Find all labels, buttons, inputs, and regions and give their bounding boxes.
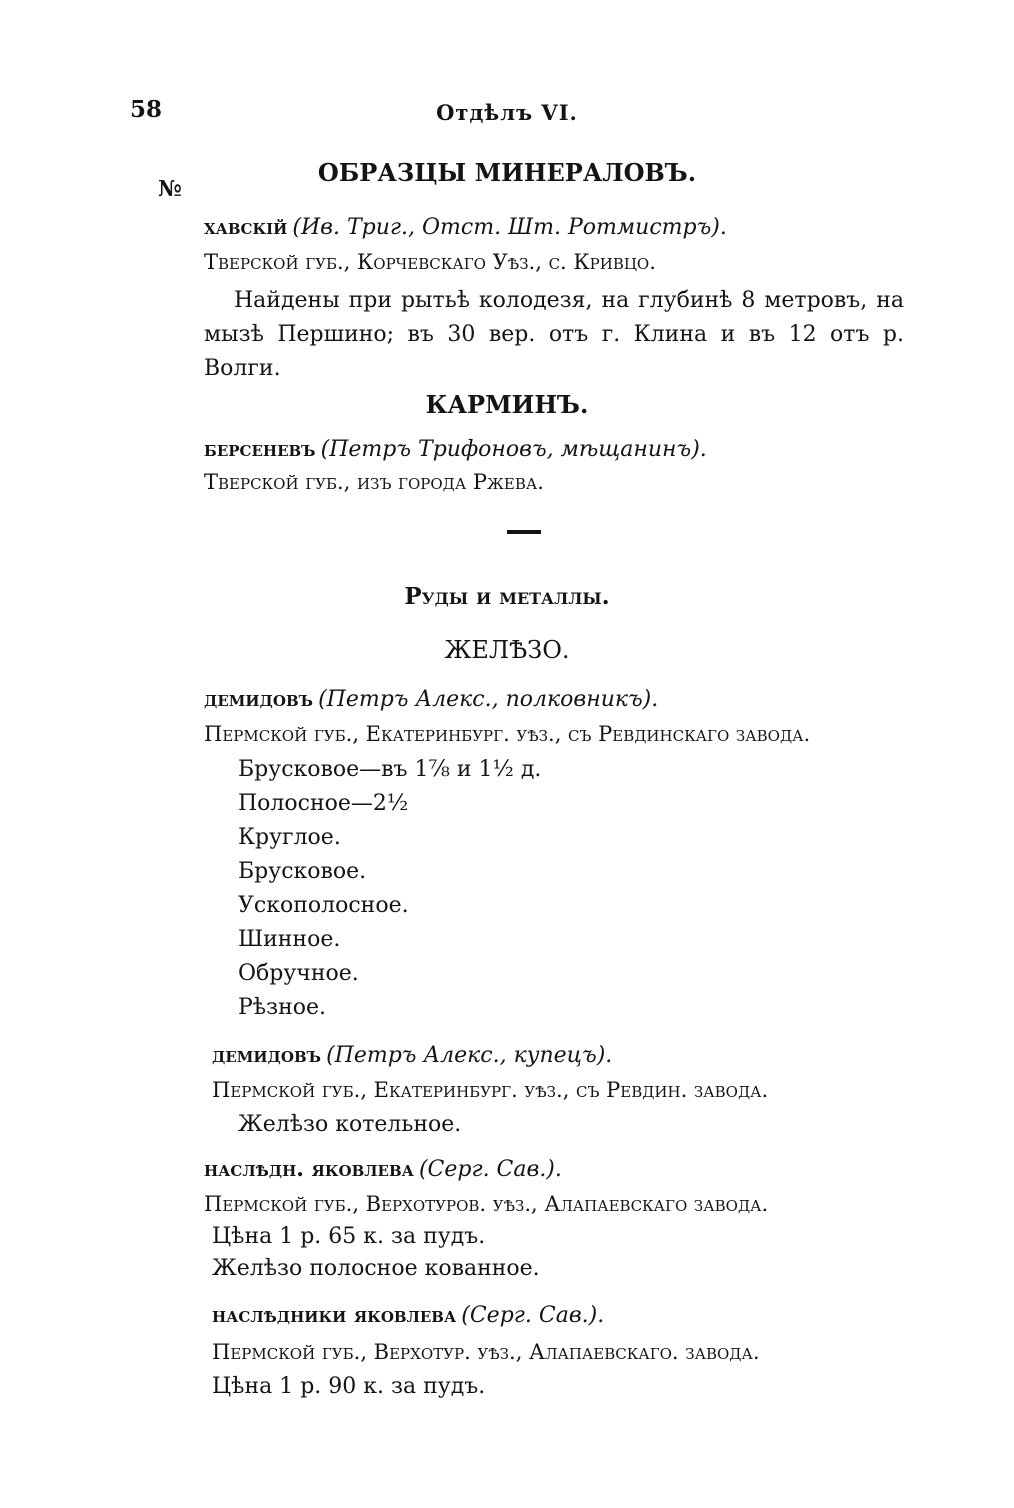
section-divider	[507, 530, 541, 534]
entry-detail: (Петръ Алекс., полковникъ).	[318, 687, 659, 712]
entry-name: демидовъ	[204, 686, 313, 712]
entry-detail: (Серг. Сав.).	[418, 1157, 562, 1182]
entry-demidov-2-heading	[212, 1042, 612, 1068]
list-item: Круглое.	[238, 825, 341, 850]
entry-location: Пермской губ., Верхотур. уѣз., Алапаевскаго. завода.	[212, 1340, 760, 1364]
entry-detail: (Петръ Трифоновъ, мѣщанинъ).	[320, 437, 707, 462]
list-item: Брусковое.	[238, 859, 367, 884]
entry-detail: (Серг. Сав.).	[461, 1303, 605, 1328]
entry-khavsky-heading	[204, 214, 727, 240]
section-title-minerals: ОБРАЗЦЫ МИНЕРАЛОВЪ.	[317, 158, 697, 187]
section-title-carmine: КАРМИНЪ.	[425, 390, 589, 419]
list-item: Шинное.	[238, 927, 341, 952]
entry-price: Цѣна 1 р. 90 к. за пудъ.	[212, 1374, 486, 1399]
page-number: 58	[130, 96, 163, 123]
number-column-mark: №	[158, 176, 182, 202]
list-item: Полосное—2½	[238, 791, 409, 816]
section-title-ores: Руды и металлы.	[404, 583, 610, 610]
entry-yakovlev-1-heading	[204, 1156, 562, 1182]
entry-description: Найдены при рытьѣ колодезя, на глубинѣ 8 метровъ, на мызѣ Першино; въ 30 вер. отъ г. Клина и въ 12 отъ р. Волги.	[204, 288, 904, 381]
entry-name: наслѣдн. яковлева	[204, 1156, 414, 1182]
entry-detail: (Петръ Алекс., купецъ).	[326, 1043, 613, 1068]
list-item: Ускополосное.	[238, 893, 409, 918]
section-subtitle-iron: ЖЕЛѢЗО.	[444, 636, 570, 664]
list-item: Брусковое—въ 1⅞ и 1½ д.	[238, 757, 542, 782]
entry-name: демидовъ	[212, 1042, 321, 1068]
entry-yakovlev-2-heading	[212, 1302, 604, 1328]
list-item: Обручное.	[238, 961, 359, 986]
entry-location: Тверской губ., изъ города Ржева.	[204, 470, 544, 494]
entry-demidov-1-heading	[204, 686, 658, 712]
list-item: Желѣзо котельное.	[238, 1112, 462, 1137]
entry-location: Тверской губ., Корчевскаго Уѣз., с. Кривцо.	[204, 250, 656, 274]
list-item: Рѣзное.	[238, 995, 326, 1020]
entry-location: Пермской губ., Екатеринбург. уѣз., съ Ревдинскаго завода.	[204, 722, 811, 746]
entry-name: берсеневъ	[204, 436, 316, 462]
entry-berseneв-heading	[204, 436, 707, 462]
entry-detail: (Ив. Триг., Отст. Шт. Ротмистръ).	[292, 215, 727, 240]
entry-location: Пермской губ., Екатеринбург. уѣз., съ Ревдин. завода.	[212, 1078, 769, 1102]
entry-price: Цѣна 1 р. 65 к. за пудъ.	[212, 1224, 486, 1249]
entry-location: Пермской губ., Верхотуров. уѣз., Алапаевскаго завода.	[204, 1192, 769, 1216]
running-head: Отдѣлъ VI.	[436, 100, 578, 125]
list-item: Желѣзо полосное кованное.	[212, 1256, 540, 1281]
entry-name: наслѣдники яковлева	[212, 1302, 457, 1328]
entry-name: хавскій	[204, 214, 288, 240]
